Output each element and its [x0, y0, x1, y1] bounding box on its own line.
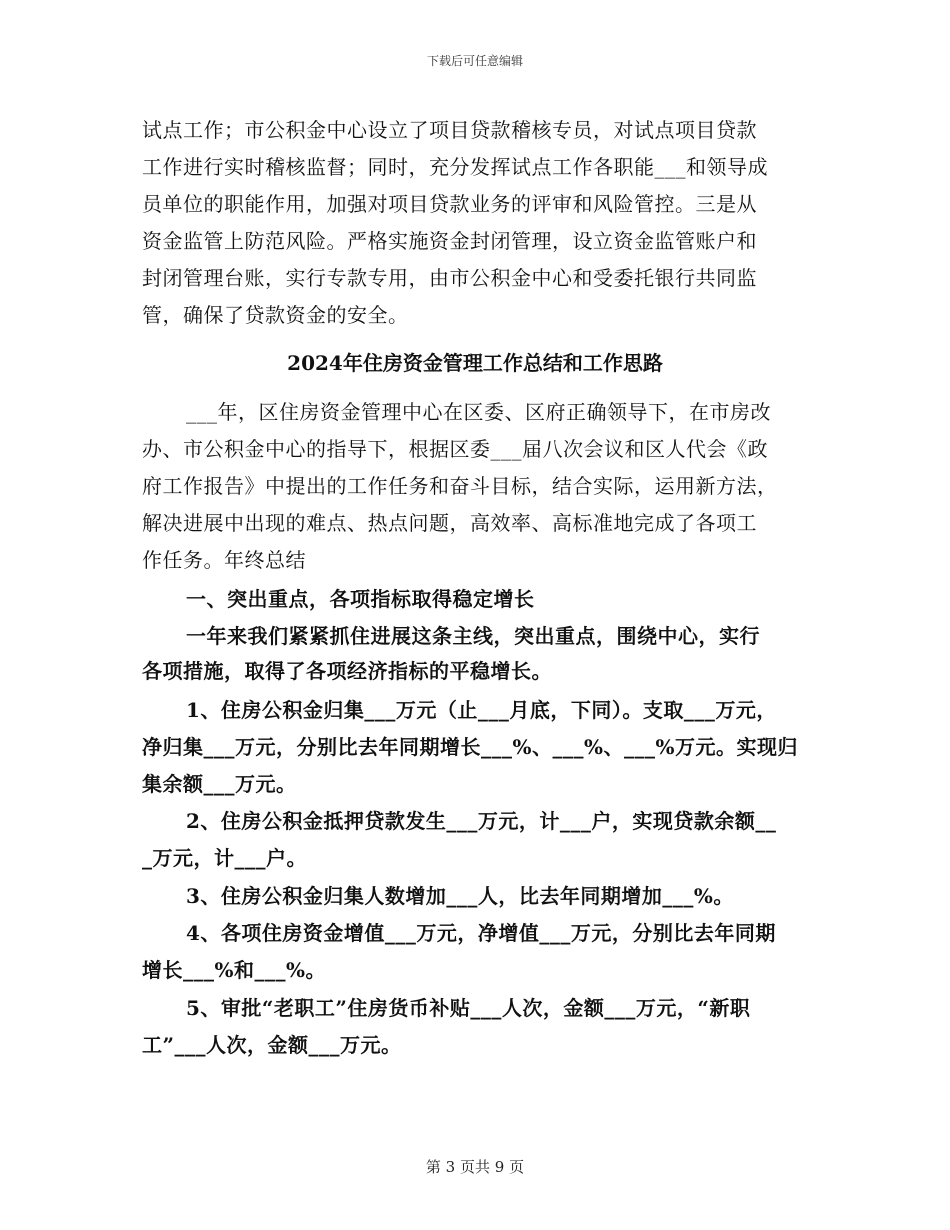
paragraph-line: 各项措施，取得了各项经济指标的平稳增长。	[142, 659, 552, 683]
paragraph-line: 府工作报告》中提出的工作任务和奋斗目标，结合实际，运用新方法，	[142, 474, 778, 498]
paragraph-line: ___年，区住房资金管理中心在区委、区府正确领导下，在市房改	[186, 400, 771, 424]
paragraph-line: 工作进行实时稽核监督；同时，充分发挥试点工作各职能___和领导成	[142, 155, 768, 179]
paragraph-line: 封闭管理台账，实行专款专用，由市公积金中心和受委托银行共同监	[142, 266, 757, 290]
paragraph-line: 资金监管上防范风险。严格实施资金封闭管理，设立资金监管账户和	[142, 229, 757, 253]
list-item-line: 集余额___万元。	[142, 772, 297, 796]
list-item-line: 3、住房公积金归集人数增加___人，比去年同期增加___%。	[186, 884, 734, 908]
list-item-line: 工”___人次，金额___万元。	[142, 1033, 402, 1057]
paragraph-line: 员单位的职能作用，加强对项目贷款业务的评审和风险管控。三是从	[142, 192, 757, 216]
list-item-line: 5、审批“老职工”住房货币补贴___人次，金额___万元，“新职	[186, 996, 751, 1020]
paragraph-line: 管，确保了贷款资金的安全。	[142, 303, 409, 327]
list-item-line: 2、住房公积金抵押贷款发生___万元，计___户，实现贷款余额__	[186, 809, 777, 833]
section-title: 2024年住房资金管理工作总结和工作思路	[287, 351, 663, 375]
paragraph-line: 试点工作；市公积金中心设立了项目贷款稽核专员，对试点项目贷款	[142, 118, 757, 142]
paragraph-line: 一年来我们紧紧抓住进展这条主线，突出重点，围绕中心，实行	[186, 624, 760, 648]
page-footer: 第 3 页共 9 页	[425, 1158, 525, 1176]
list-item-line: 增长___%和___%。	[142, 958, 327, 982]
page-header: 下载后可任意编辑	[426, 54, 523, 68]
list-item-line: _万元，计___户。	[142, 846, 307, 870]
paragraph-line: 办、市公积金中心的指导下，根据区委___届八次会议和区人代会《政	[142, 437, 768, 461]
list-item-line: 1、住房公积金归集___万元（止___月底，下同）。支取___万元，	[186, 698, 777, 722]
paragraph-line: 解决进展中出现的难点、热点问题，高效率、高标准地完成了各项工	[142, 511, 757, 535]
heading-line: 一、突出重点，各项指标取得稳定增长	[186, 587, 535, 611]
list-item-line: 净归集___万元，分别比去年同期增长___%、___%、___%万元。实现归	[142, 735, 799, 759]
list-item-line: 4、各项住房资金增值___万元，净增值___万元，分别比去年同期	[186, 921, 776, 945]
paragraph-line: 作任务。年终总结	[142, 548, 306, 572]
